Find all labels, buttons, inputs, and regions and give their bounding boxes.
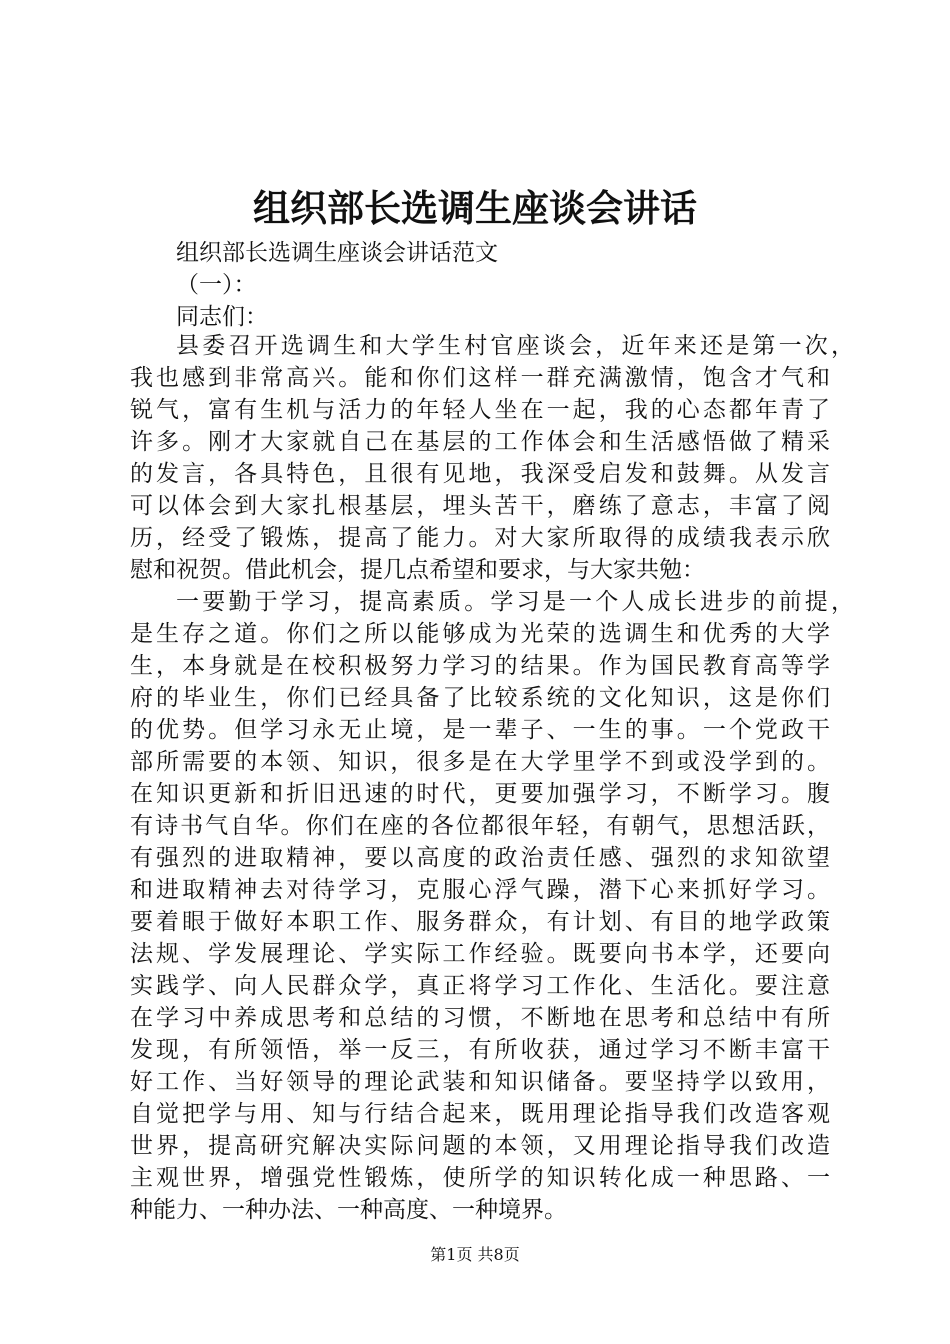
page-footer: 第1页 共8页 bbox=[430, 1245, 520, 1264]
paragraph-line: 实践学、向人民群众学，真正将学习工作化、生活化。要注意 bbox=[130, 973, 830, 999]
paragraph-line: 在知识更新和折旧迅速的时代，更要加强学习，不断学习。腹 bbox=[130, 781, 830, 807]
paragraph-line: 种能力、一种办法、一种高度、一种境界。 bbox=[130, 1197, 567, 1223]
paragraph-line: 有强烈的进取精神，要以高度的政治责任感、强烈的求知欲望 bbox=[130, 845, 830, 871]
paragraph-line: 我也感到非常高兴。能和你们这样一群充满激情，饱含才气和 bbox=[130, 365, 830, 391]
section-marker: （一）： bbox=[176, 272, 257, 298]
paragraph-line: 历，经受了锻炼，提高了能力。对大家所取得的成绩我表示欣 bbox=[130, 525, 830, 551]
paragraph-line: 部所需要的本领、知识，很多是在大学里学不到或没学到的。 bbox=[130, 749, 830, 775]
paragraph-line: 法规、学发展理论、学实际工作经验。既要向书本学，还要向 bbox=[130, 941, 830, 967]
paragraph-line: 和进取精神去对待学习，克服心浮气躁，潜下心来抓好学习。 bbox=[130, 877, 830, 903]
paragraph-line: 要着眼于做好本职工作、服务群众，有计划、有目的地学政策 bbox=[130, 909, 830, 935]
paragraph-line: 发现，有所领悟，举一反三，有所收获，通过学习不断丰富干 bbox=[130, 1037, 830, 1063]
paragraph-line: 好工作、当好领导的理论武装和知识储备。要坚持学以致用， bbox=[130, 1069, 830, 1095]
paragraph-line: 有诗书气自华。你们在座的各位都很年轻，有朝气，思想活跃， bbox=[130, 813, 830, 839]
paragraph-line: 的优势。但学习永无止境，是一辈子、一生的事。一个党政干 bbox=[130, 717, 830, 743]
paragraph-line: 一要勤于学习，提高素质。学习是一个人成长进步的前提， bbox=[176, 589, 854, 615]
paragraph-line: 的发言，各具特色，且很有见地，我深受启发和鼓舞。从发言 bbox=[130, 461, 830, 487]
salutation: 同志们： bbox=[176, 304, 268, 330]
paragraph-line: 锐气，富有生机与活力的年轻人坐在一起，我的心态都年青了 bbox=[130, 397, 830, 423]
document-title: 组织部长选调生座谈会讲话 bbox=[253, 186, 697, 230]
paragraph-line: 自觉把学与用、知与行结合起来，既用理论指导我们改造客观 bbox=[130, 1101, 830, 1127]
paragraph-line: 县委召开选调生和大学生村官座谈会，近年来还是第一次， bbox=[176, 333, 854, 359]
paragraph-line: 主观世界，增强党性锻炼，使所学的知识转化成一种思路、一 bbox=[130, 1165, 830, 1191]
document-subtitle: 组织部长选调生座谈会讲话范文 bbox=[176, 240, 498, 266]
paragraph-line: 是生存之道。你们之所以能够成为光荣的选调生和优秀的大学 bbox=[130, 621, 830, 647]
paragraph-line: 生，本身就是在校积极努力学习的结果。作为国民教育高等学 bbox=[130, 653, 830, 679]
paragraph-line: 许多。刚才大家就自己在基层的工作体会和生活感悟做了精采 bbox=[130, 429, 830, 455]
paragraph-line: 府的毕业生，你们已经具备了比较系统的文化知识，这是你们 bbox=[130, 685, 830, 711]
paragraph-line: 世界，提高研究解决实际问题的本领，又用理论指导我们改造 bbox=[130, 1133, 830, 1159]
paragraph-line: 慰和祝贺。借此机会，提几点希望和要求，与大家共勉： bbox=[130, 557, 705, 583]
paragraph-line: 可以体会到大家扎根基层，埋头苦干，磨练了意志，丰富了阅 bbox=[130, 493, 830, 519]
paragraph-line: 在学习中养成思考和总结的习惯，不断地在思考和总结中有所 bbox=[130, 1005, 830, 1031]
